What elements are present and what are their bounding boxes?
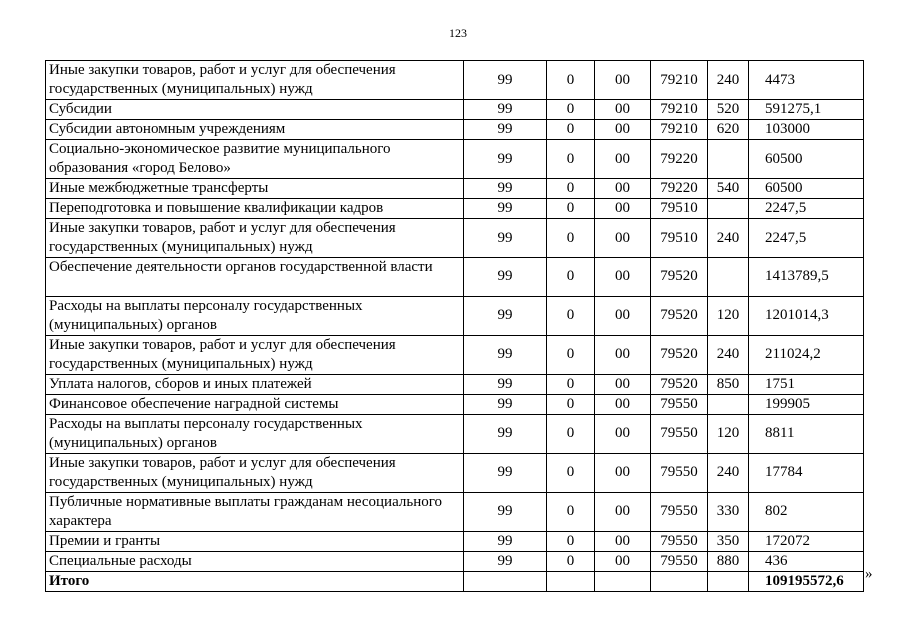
- expense-type-code-cell: 240: [708, 219, 749, 258]
- expense-direction-code-cell: 79550: [651, 492, 708, 531]
- expense-direction-code-cell: 79220: [651, 179, 708, 199]
- program-code-cell: 99: [464, 453, 547, 492]
- program-code-cell: 99: [464, 394, 547, 414]
- amount-cell: 4473: [749, 61, 864, 100]
- item-name-cell: Расходы на выплаты персоналу государственных (муниципальных) органов: [46, 414, 464, 453]
- empty-cell: [547, 571, 595, 591]
- expense-direction-code-cell: 79510: [651, 199, 708, 219]
- program-code-cell: 99: [464, 199, 547, 219]
- subprogram-code-cell: 0: [547, 394, 595, 414]
- activity-code-cell: 00: [595, 374, 651, 394]
- expense-type-code-cell: 240: [708, 335, 749, 374]
- expense-direction-code-cell: 79550: [651, 394, 708, 414]
- amount-cell: 436: [749, 551, 864, 571]
- table-row: [46, 61, 864, 100]
- program-code-cell: 99: [464, 258, 547, 297]
- amount-cell: 103000: [749, 120, 864, 140]
- subprogram-code-cell: 0: [547, 453, 595, 492]
- expense-direction-code-cell: 79510: [651, 219, 708, 258]
- program-code-cell: 99: [464, 374, 547, 394]
- expense-type-code-cell: 240: [708, 453, 749, 492]
- budget-table: [45, 60, 864, 592]
- empty-cell: [651, 571, 708, 591]
- table-row: [46, 374, 864, 394]
- activity-code-cell: 00: [595, 140, 651, 179]
- amount-cell: 2247,5: [749, 219, 864, 258]
- table-row: [46, 258, 864, 297]
- activity-code-cell: 00: [595, 120, 651, 140]
- expense-type-code-cell: 240: [708, 61, 749, 100]
- item-name-cell: Переподготовка и повышение квалификации кадров: [46, 199, 464, 219]
- table-row: [46, 394, 864, 414]
- table-row: [46, 492, 864, 531]
- item-name-cell: Иные закупки товаров, работ и услуг для обеспечения государственных (муниципальных) нужд: [46, 219, 464, 258]
- program-code-cell: 99: [464, 120, 547, 140]
- expense-direction-code-cell: 79210: [651, 120, 708, 140]
- subprogram-code-cell: 0: [547, 335, 595, 374]
- activity-code-cell: 00: [595, 414, 651, 453]
- total-amount-cell: 109195572,6: [749, 571, 864, 591]
- item-name-cell: Расходы на выплаты персоналу государственных (муниципальных) органов: [46, 296, 464, 335]
- item-name-cell: Уплата налогов, сборов и иных платежей: [46, 374, 464, 394]
- item-name-cell: Субсидии: [46, 100, 464, 120]
- table-row: [46, 414, 864, 453]
- activity-code-cell: 00: [595, 531, 651, 551]
- item-name-cell: Обеспечение деятельности органов государственной власти: [46, 258, 464, 297]
- table-row: [46, 551, 864, 571]
- activity-code-cell: 00: [595, 199, 651, 219]
- expense-direction-code-cell: 79550: [651, 453, 708, 492]
- program-code-cell: 99: [464, 61, 547, 100]
- program-code-cell: 99: [464, 219, 547, 258]
- subprogram-code-cell: 0: [547, 140, 595, 179]
- amount-cell: 2247,5: [749, 199, 864, 219]
- expense-direction-code-cell: 79210: [651, 100, 708, 120]
- program-code-cell: 99: [464, 140, 547, 179]
- expense-type-code-cell: [708, 394, 749, 414]
- activity-code-cell: 00: [595, 258, 651, 297]
- expense-direction-code-cell: 79220: [651, 140, 708, 179]
- subprogram-code-cell: 0: [547, 199, 595, 219]
- subprogram-code-cell: 0: [547, 531, 595, 551]
- table-row: [46, 100, 864, 120]
- subprogram-code-cell: 0: [547, 258, 595, 297]
- amount-cell: 17784: [749, 453, 864, 492]
- table-row: [46, 219, 864, 258]
- subprogram-code-cell: 0: [547, 374, 595, 394]
- table-row: [46, 140, 864, 179]
- amount-cell: 1201014,3: [749, 296, 864, 335]
- empty-cell: [708, 571, 749, 591]
- amount-cell: 199905: [749, 394, 864, 414]
- item-name-cell: Иные закупки товаров, работ и услуг для обеспечения государственных (муниципальных) нужд: [46, 335, 464, 374]
- activity-code-cell: 00: [595, 219, 651, 258]
- expense-direction-code-cell: 79550: [651, 531, 708, 551]
- empty-cell: [464, 571, 547, 591]
- subprogram-code-cell: 0: [547, 179, 595, 199]
- item-name-cell: Иные закупки товаров, работ и услуг для обеспечения государственных (муниципальных) нужд: [46, 61, 464, 100]
- total-label-cell: Итого: [46, 571, 464, 591]
- program-code-cell: 99: [464, 492, 547, 531]
- program-code-cell: 99: [464, 335, 547, 374]
- expense-type-code-cell: [708, 140, 749, 179]
- subprogram-code-cell: 0: [547, 100, 595, 120]
- item-name-cell: Субсидии автономным учреждениям: [46, 120, 464, 140]
- amount-cell: 60500: [749, 179, 864, 199]
- total-row: [46, 571, 864, 591]
- item-name-cell: Иные межбюджетные трансферты: [46, 179, 464, 199]
- amount-cell: 172072: [749, 531, 864, 551]
- table-row: [46, 531, 864, 551]
- subprogram-code-cell: 0: [547, 551, 595, 571]
- amount-cell: 60500: [749, 140, 864, 179]
- expense-type-code-cell: 540: [708, 179, 749, 199]
- budget-table-body: [46, 61, 864, 592]
- expense-type-code-cell: [708, 199, 749, 219]
- expense-type-code-cell: 330: [708, 492, 749, 531]
- expense-direction-code-cell: 79520: [651, 374, 708, 394]
- amount-cell: 1413789,5: [749, 258, 864, 297]
- expense-direction-code-cell: 79520: [651, 258, 708, 297]
- program-code-cell: 99: [464, 100, 547, 120]
- expense-type-code-cell: 620: [708, 120, 749, 140]
- item-name-cell: Финансовое обеспечение наградной системы: [46, 394, 464, 414]
- amount-cell: 211024,2: [749, 335, 864, 374]
- expense-direction-code-cell: 79550: [651, 414, 708, 453]
- amount-cell: 1751: [749, 374, 864, 394]
- activity-code-cell: 00: [595, 61, 651, 100]
- subprogram-code-cell: 0: [547, 219, 595, 258]
- page-number: 123: [449, 26, 467, 40]
- subprogram-code-cell: 0: [547, 61, 595, 100]
- expense-type-code-cell: 350: [708, 531, 749, 551]
- expense-type-code-cell: 520: [708, 100, 749, 120]
- amount-cell: 591275,1: [749, 100, 864, 120]
- activity-code-cell: 00: [595, 179, 651, 199]
- closing-quote: »: [865, 566, 873, 582]
- program-code-cell: 99: [464, 414, 547, 453]
- activity-code-cell: 00: [595, 335, 651, 374]
- empty-cell: [595, 571, 651, 591]
- expense-type-code-cell: 120: [708, 296, 749, 335]
- table-row: [46, 296, 864, 335]
- expense-direction-code-cell: 79520: [651, 296, 708, 335]
- expense-type-code-cell: [708, 258, 749, 297]
- subprogram-code-cell: 0: [547, 414, 595, 453]
- program-code-cell: 99: [464, 531, 547, 551]
- program-code-cell: 99: [464, 551, 547, 571]
- activity-code-cell: 00: [595, 296, 651, 335]
- subprogram-code-cell: 0: [547, 120, 595, 140]
- activity-code-cell: 00: [595, 100, 651, 120]
- activity-code-cell: 00: [595, 394, 651, 414]
- subprogram-code-cell: 0: [547, 492, 595, 531]
- table-row: [46, 179, 864, 199]
- table-row: [46, 453, 864, 492]
- activity-code-cell: 00: [595, 492, 651, 531]
- program-code-cell: 99: [464, 179, 547, 199]
- item-name-cell: Иные закупки товаров, работ и услуг для обеспечения государственных (муниципальных) нужд: [46, 453, 464, 492]
- subprogram-code-cell: 0: [547, 296, 595, 335]
- expense-direction-code-cell: 79210: [651, 61, 708, 100]
- table-row: [46, 335, 864, 374]
- amount-cell: 802: [749, 492, 864, 531]
- activity-code-cell: 00: [595, 551, 651, 571]
- item-name-cell: Специальные расходы: [46, 551, 464, 571]
- program-code-cell: 99: [464, 296, 547, 335]
- item-name-cell: Социально-экономическое развитие муниципального образования «город Белово»: [46, 140, 464, 179]
- item-name-cell: Публичные нормативные выплаты гражданам несоциального характера: [46, 492, 464, 531]
- expense-type-code-cell: 850: [708, 374, 749, 394]
- expense-type-code-cell: 120: [708, 414, 749, 453]
- expense-type-code-cell: 880: [708, 551, 749, 571]
- expense-direction-code-cell: 79520: [651, 335, 708, 374]
- expense-direction-code-cell: 79550: [651, 551, 708, 571]
- amount-cell: 8811: [749, 414, 864, 453]
- activity-code-cell: 00: [595, 453, 651, 492]
- table-row: [46, 120, 864, 140]
- table-row: [46, 199, 864, 219]
- item-name-cell: Премии и гранты: [46, 531, 464, 551]
